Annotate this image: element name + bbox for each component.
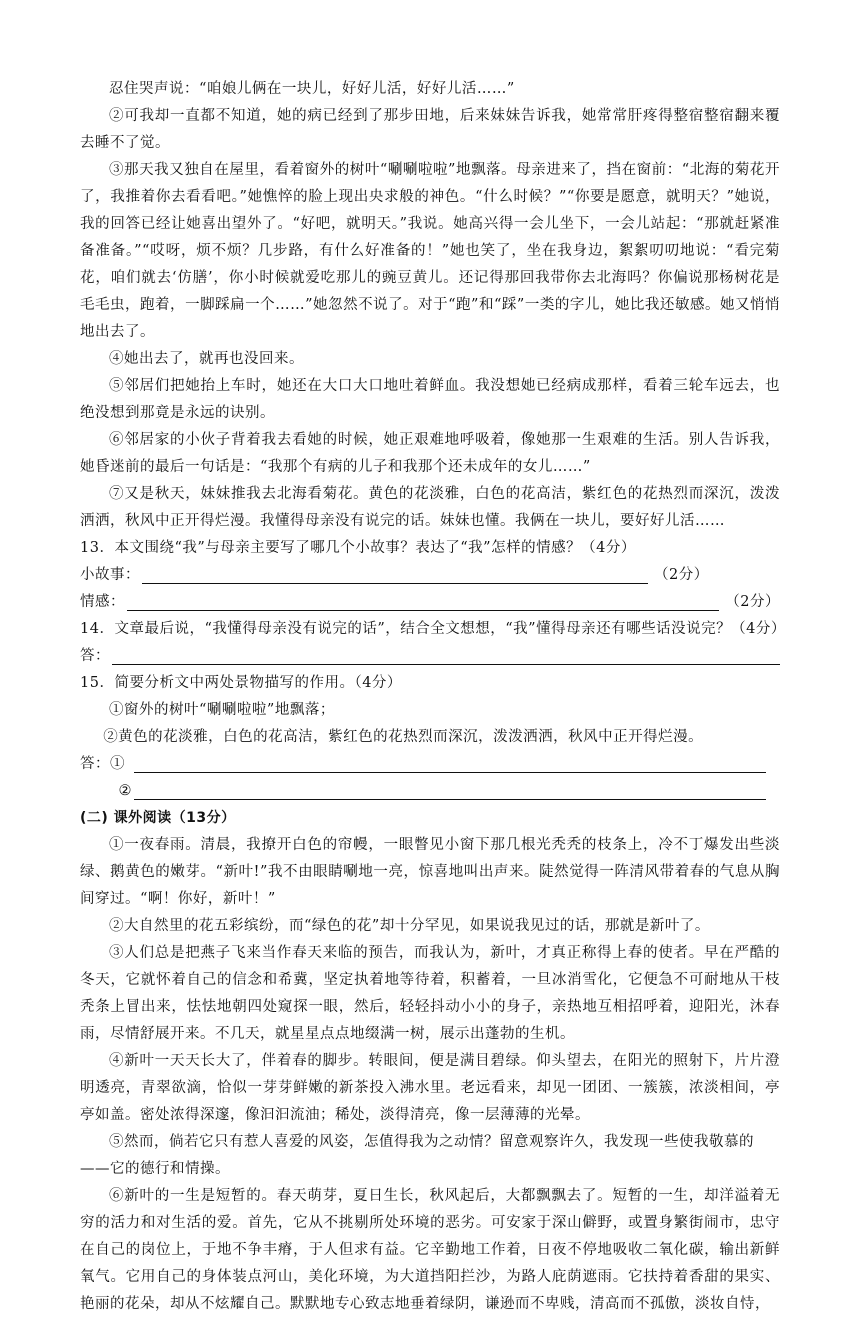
emotion-answer-line[interactable] [127, 593, 719, 611]
question-14-answer-row [80, 643, 780, 670]
q15-answer-label-2: ② [118, 783, 132, 799]
q15-answer-line-1[interactable] [134, 755, 766, 773]
q15-item-1: ①窗外的树叶“唰唰啦啦”地飘落； [109, 702, 335, 718]
paragraph-2: ②可我却一直都不知道，她的病已经到了那步田地，后来妹妹告诉我，她常常肝疼得整宿整宿翻来覆去睡不了觉。 [80, 108, 780, 151]
q15-answer-line-2[interactable] [134, 782, 766, 800]
question-13-story-row [80, 562, 780, 589]
exam-page [80, 76, 786, 1318]
s2-paragraph-3: ③人们总是把燕子飞来当作春天来临的预告，而我认为，新叶，才真正称得上春的使者。早在严酷的冬天，它就怀着自己的信念和希冀，坚定执着地等待着，积蓄着，一旦冰消雪化，它便急不可耐地从干枝秃条上冒出来，怯怯地朝四处窥探一眼，然后，轻轻抖动小小的身子，亲热地互相招呼着，迎阳光，沐春雨，尽情舒展开来。不几天，就星星点点地缀满一树，展示出蓬勃的生机。 [80, 945, 780, 1042]
s2-paragraph-4: ④新叶一天天长大了，伴着春的脚步。转眼间，便是满目碧绿。仰头望去，在阳光的照射下，片片澄明透亮，青翠欲滴，恰似一芽芽鲜嫩的新茶投入沸水里。老远看来，却见一团团、一簇簇，浓淡相间，亭亭如盖。密处浓得深邃，像汩汩流油；稀处，淡得清亮，像一层薄薄的光晕。 [80, 1053, 780, 1123]
paragraph-6: ⑥邻居家的小伙子背着我去看她的时候，她正艰难地呼吸着，像她那一生艰难的生活。别人告诉我，她昏迷前的最后一句话是：“我那个有病的儿子和我那个还未成年的女儿……” [80, 432, 780, 475]
paragraph-3: ③那天我又独自在屋里，看着窗外的树叶“唰唰啦啦”地飘落。母亲进来了，挡在窗前：“北海的菊花开了，我推着你去看看吧。”她憔悴的脸上现出央求般的神色。“什么时候？”“你要是愿意，就明天？”她说，我的回答已经让她喜出望外了。“好吧，就明天。”我说。她高兴得一会儿坐下，一会儿站起：“那就赶紧准备准备。”“哎呀，烦不烦？几步路，有什么好准备的！”她也笑了，坐在我身边，絮絮叨叨地说：“看完菊花，咱们就去‘仿膳’，你小时候就爱吃那儿的豌豆黄儿。还记得那回我带你去北海吗？你偏说那杨树花是毛毛虫，跑着，一脚踩扁一个……”她忽然不说了。对于“跑”和“踩”一类的字儿，她比我还敏感。她又悄悄地出去了。 [80, 162, 780, 340]
s2-paragraph-2: ②大自然里的花五彩缤纷，而“绿色的花”却十分罕见，如果说我见过的话，那就是新叶了。 [109, 918, 710, 934]
story-answer-line[interactable] [142, 566, 648, 584]
paragraph-1-end: 忍住哭声说：“咱娘儿俩在一块儿，好好儿活，好好儿活……” [109, 81, 515, 97]
q15-item-2: ②黄色的花淡雅，白色的花高洁，紫红色的花热烈而深沉，泼泼洒洒，秋风中正开得烂漫。 [103, 729, 704, 745]
emotion-label: 情感： [80, 594, 125, 610]
question-15: 15．简要分析文中两处景物描写的作用。（4分） [80, 675, 402, 691]
s2-paragraph-1: ①一夜春雨。清晨，我撩开白色的帘幔，一眼瞥见小窗下那几根光秃秃的枝条上，冷不丁爆发出些淡绿、鹅黄色的嫩芽。“新叶!”我不由眼睛唰地一亮，惊喜地叫出声来。陡然觉得一阵清风带着春的气息从胸间穿过。“啊！你好，新叶！” [80, 837, 780, 907]
q14-answer-line[interactable] [112, 647, 780, 665]
paragraph-7: ⑦又是秋天，妹妹推我去北海看菊花。黄色的花淡雅，白色的花高洁，紫红色的花热烈而深沉，泼泼洒洒，秋风中正开得烂漫。我懂得母亲没有说完的话。妹妹也懂。我俩在一块儿，要好好儿活…… [80, 486, 780, 529]
emotion-score: （2分） [725, 594, 780, 610]
question-13-emotion-row [80, 589, 780, 616]
q14-answer-label: 答： [80, 648, 110, 664]
question-14: 14．文章最后说，“我懂得母亲没有说完的话”，结合全文想想，“我”懂得母亲还有哪些话没说完？（4分） [80, 621, 786, 637]
s2-paragraph-5: ⑤然而，倘若它只有惹人喜爱的风姿，怎值得我为之动情？留意观察许久，我发现一些使我敬慕的 [109, 1134, 754, 1150]
section-2-title: (二) 课外阅读（13分） [80, 810, 236, 826]
q15-answer-row-2 [80, 778, 780, 805]
s2-paragraph-6: ⑥新叶的一生是短暂的。春天萌芽，夏日生长，秋风起后，大都飘飘去了。短暂的一生，却洋溢着无穷的活力和对生活的爱。首先，它从不挑剔所处环境的恶劣。可安家于深山僻野，或置身繁街闹市，忠守在自己的岗位上，于地不争丰瘠，于人但求有益。它辛勤地工作着，日夜不停地吸收二氧化碳，输出新鲜氧气。它用自己的身体装点河山，美化环境，为大道挡阳拦沙，为路人庇荫遮雨。它扶持着香甜的果实、艳丽的花朵，却从不炫耀自己。默默地专心致志地垂着绿阴，谦逊而不卑贱，清高而不孤傲，淡妆自恃， [80, 1188, 780, 1312]
q15-answer-row-1 [80, 751, 780, 778]
question-13: 13．本文围绕“我”与母亲主要写了哪几个小故事？表达了“我”怎样的情感？（4分） [80, 540, 636, 556]
paragraph-5: ⑤邻居们把她抬上车时，她还在大口大口地吐着鲜血。我没想她已经病成那样，看着三轮车远去，也绝没想到那竟是永远的诀别。 [80, 378, 780, 421]
q15-answer-label-1: 答：① [80, 756, 125, 772]
paragraph-4: ④她出去了，就再也没回来。 [109, 351, 304, 367]
story-label: 小故事： [80, 567, 140, 583]
s2-paragraph-5-continued: ——它的德行和情操。 [80, 1161, 230, 1177]
story-score: （2分） [654, 567, 709, 583]
